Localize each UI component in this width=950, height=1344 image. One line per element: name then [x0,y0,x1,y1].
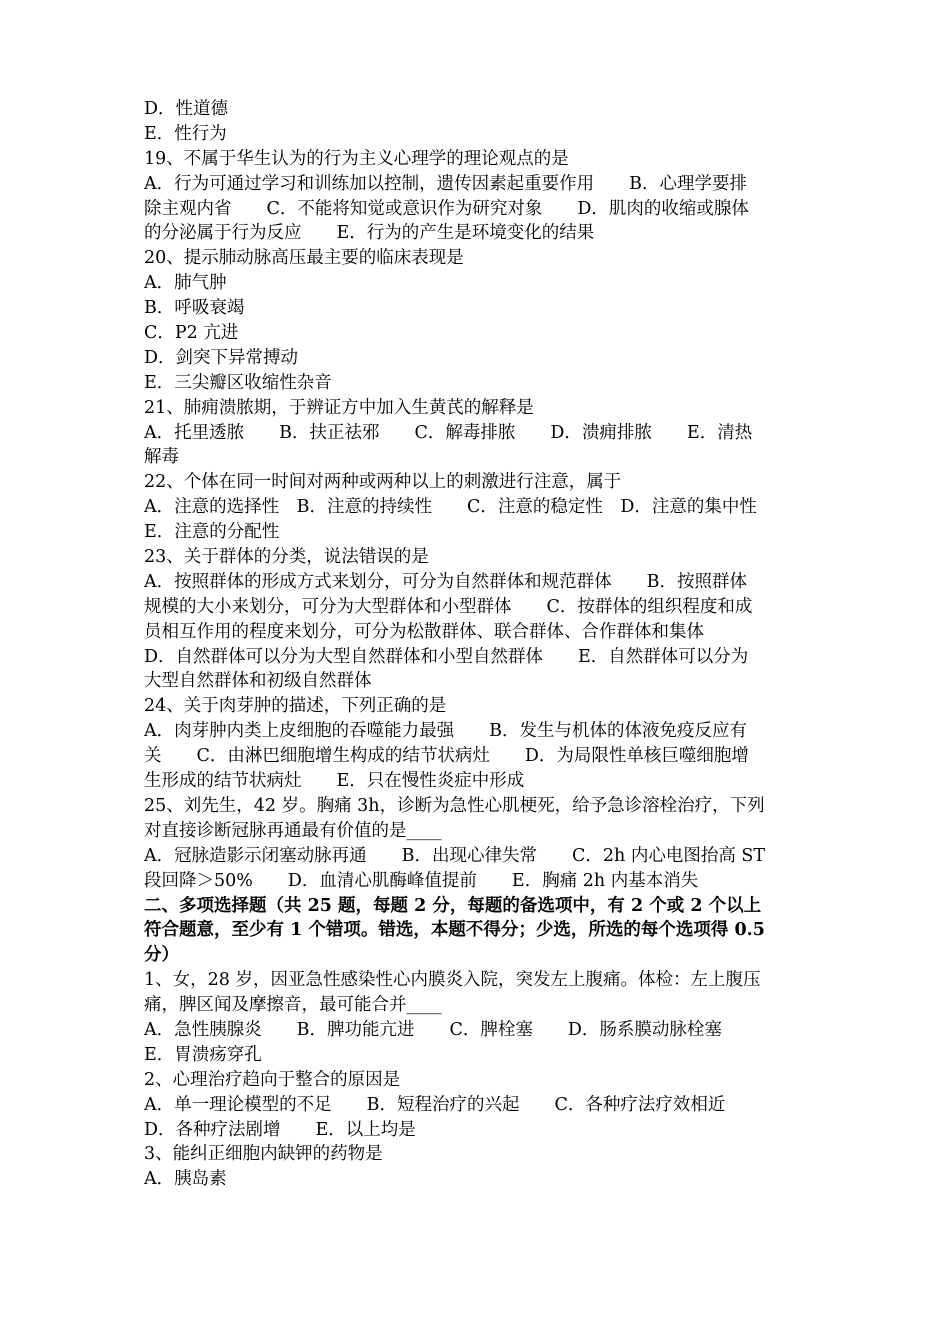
text-line: A．按照群体的形成方式来划分，可分为自然群体和规范群体 B．按照群体 [144,571,747,592]
text-line: 大型自然群体和初级自然群体 [144,671,372,692]
text-line: A．急性胰腺炎 B．脾功能亢进 C．脾栓塞 D．肠系膜动脉栓塞 [144,1019,722,1040]
text-line: B．呼吸衰竭 [144,298,245,319]
text-line: 的分泌属于行为反应 E．行为的产生是环境变化的结果 [144,223,595,244]
text-line: 员相互作用的程度来划分，可分为松散群体、联合群体、合作群体和集体 [144,621,704,642]
text-line: A．冠脉造影示闭塞动脉再通 B．出现心律失常 C．2h 内心电图抬高 ST [144,845,766,866]
text-line: D．剑突下异常搏动 [144,347,299,368]
text-line: 2、心理治疗趋向于整合的原因是 [144,1069,401,1090]
text-line: 痛，脾区闻及摩擦音，最可能合并____ [144,995,442,1016]
section-heading-line: 分） [144,945,179,966]
text-line: 22、个体在同一时间对两种或两种以上的刺激进行注意，属于 [144,472,622,493]
text-line: 对直接诊断冠脉再通最有价值的是____ [144,820,442,841]
text-line: E．胃溃疡穿孔 [144,1044,262,1065]
text-line: D．自然群体可以分为大型自然群体和小型自然群体 E．自然群体可以分为 [144,646,749,667]
text-line: 生形成的结节状病灶 E．只在慢性炎症中形成 [144,771,525,792]
text-line: E．三尖瓣区收缩性杂音 [144,372,332,393]
text-line: A．行为可通过学习和训练加以控制，遗传因素起重要作用 B．心理学要排 [144,173,747,194]
text-line: 25、刘先生，42 岁。胸痛 3h，诊断为急性心肌梗死，给予急诊溶栓治疗，下列 [144,795,765,816]
text-line: C．P2 亢进 [144,323,239,344]
text-line: 关 C．由淋巴细胞增生构成的结节状病灶 D．为局限性单核巨噬细胞增 [144,746,749,767]
text-line: D．性道德 [144,99,229,119]
document-page [144,97,810,1192]
text-line: D．各种疗法剧增 E．以上均是 [144,1119,416,1140]
text-line: 24、关于肉芽肿的描述，下列正确的是 [144,696,447,717]
text-line: 1、女，28 岁，因亚急性感染性心内膜炎入院，突发左上腹痛。体检：左上腹压 [144,970,761,991]
text-line: A．胰岛素 [144,1169,227,1190]
text-line: E．性行为 [144,123,227,144]
text-line: 3、能纠正细胞内缺钾的药物是 [144,1144,383,1165]
text-line: 段回降＞50% D．血清心肌酶峰值提前 E．胸痛 2h 内基本消失 [144,870,699,891]
text-line: 23、关于群体的分类，说法错误的是 [144,547,429,568]
text-line: A．托里透脓 B．扶正祛邪 C．解毒排脓 D．溃痈排脓 E．清热 [144,422,753,443]
text-line: 21、肺痈溃脓期，于辨证方中加入生黄芪的解释是 [144,397,534,418]
section-heading-line: 二、多项选择题（共 25 题，每题 2 分，每题的备选项中，有 2 个或 2 个以上 [144,895,762,916]
text-line: 规模的大小来划分，可分为大型群体和小型群体 C．按群体的组织程度和成 [144,596,753,617]
text-line: A．单一理论模型的不足 B．短程治疗的兴起 C．各种疗法疗效相近 [144,1094,726,1115]
text-line: 除主观内省 C．不能将知觉或意识作为研究对象 D．肌肉的收缩或腺体 [144,198,749,219]
text-line: A．肺气肿 [144,273,227,294]
text-line: A．肉芽肿内类上皮细胞的吞噬能力最强 B．发生与机体的体液免疫反应有 [144,721,747,742]
text-line: E．注意的分配性 [144,522,280,543]
text-line: 解毒 [144,447,179,468]
text-line: 20、提示肺动脉高压最主要的临床表现是 [144,248,464,269]
text-line: A．注意的选择性 B．注意的持续性 C．注意的稳定性 D．注意的集中性 [144,497,757,518]
section-heading-line: 符合题意，至少有 1 个错项。错选，本题不得分；少选，所选的每个选项得 0.5 [144,920,765,941]
text-line: 19、不属于华生认为的行为主义心理学的理论观点的是 [144,148,569,169]
